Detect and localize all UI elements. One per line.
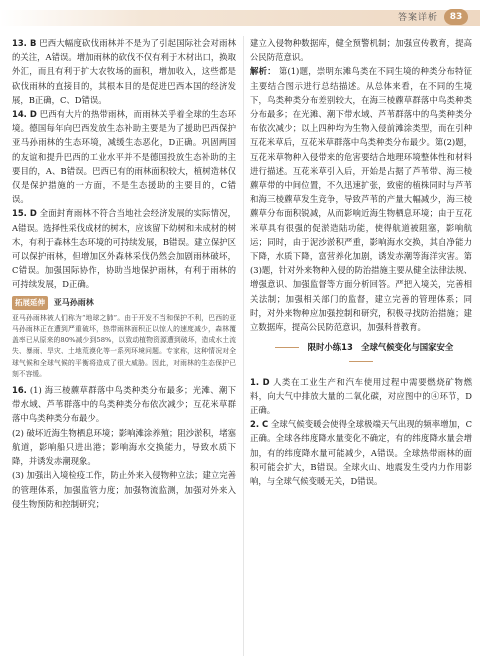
header-title: 答案详析 [397,13,438,23]
answer-13-text: 巴西大幅度砍伐雨林并不是为了引起国际社会对雨林的关注，A错误。增加雨林的砍伐不仅有利于木材出口，换取外汇，而且有利于扩大农牧场的面积，增加收入，这些都是砍伐雨林的直接目的，其根本目的是促进巴西本国的经济发展，B正确，C、D错误。 [12,38,236,105]
answer-13 [12,36,236,107]
analysis-text: 第(1)题，崇明东滩鸟类在不同生境的种类分布特征主要结合图示进行总结描述。从总体来看，在不同的生境下，鸟类种类分布差别较大，在海三棱藨草群落中鸟类种类分布最多；在光滩、潮下带水域、芦苇群落中的鸟类种类分布依次减少；以上四种均为生物入侵前滩涂类型，而在引种互花米草后，互花米草群落中鸟类种类分布最少。第(2)题，互花米草物种入侵带来的危害要结合地理环境整体性和材料进行描述。互花米草引入后，开始是占据了芦苇带、海三棱藨草带的中间位置，不久迅速扩张，致密的植株同时与芦苇和海三棱藨草发生竞争，导致芦苇的产量大幅减少，海三棱藨草分布面积锐减，从而影响近海生物栖息环境；由于互花米草具有很强的促淤造陆功能，使得航道被阻塞，影响航运；同时，由于泥沙淤积严重，影响海水交换，其自净能力下降，水质下降，富营养化加剧，诱发赤潮等海洋灾害。第(3)题，针对外来物种入侵的防治措施主要从健全法律法规、增强意识、加强监督等方面分析回答。严把入境关，完善相关法制；加强相关部门的监督，建立完善的管理体系；同时，对外来物种应加强控制和研究，积极寻找防治措施；建立数据库，提高公民防范意识，加强科普教育。 [250,66,472,333]
answer-2 [250,417,472,488]
extension-text: 亚马孙雨林被人们称为“地球之肺”。由于开发不当和保护不利，巴西的亚马孙雨林正在遭到严重破坏，热带雨林面积正以惊人的速度减少，森林覆盖率已从原来的80%减少到58%，以致动植物资源遭到破坏，造成水土流失、暴雨、旱灾、土地荒漠化等一系列环境问题。专家称，这种情况对全球气候和全球气候的平衡将造成了很大威胁。因此，对雨林的生态保护已刻不容缓。 [12,313,236,378]
right-column [250,36,472,488]
answer-13-number: 13. B [12,38,37,48]
answer-14-number: 14. D [12,109,37,120]
answer-16-part1 [12,383,236,426]
answer-16-number: 16. [12,385,27,396]
answer-14-text: 巴西有大片的热带雨林，而雨林关乎着全球的生态环境。德国每年向巴西发放生态补助主要是为了援助巴西保护亚马孙雨林的生态环境，减缓生态恶化，D正确。巩固两国的友谊和提升巴西的工业水平并不是德国投放生态补助的主要目的，A、B错误。巴西已有的雨林面积较大，植树造林仅仅是保护措施的一方面，不是生态援助的主要目的，C错误。 [12,109,236,205]
answer-1 [250,375,472,418]
section-heading [250,340,472,368]
answer-16-part3: (3) 加强出入境检疫工作，防止外来入侵物种立法；建立完善的管理体系，加强监管力度；加强物流监测，加强对外来入侵生物预防和控制研究； [12,470,236,509]
page-header [0,0,480,30]
column-divider [243,36,244,656]
extension-badge: 拓展延伸 [12,296,48,310]
extension-title: 亚马孙雨林 [53,297,94,307]
analysis-paragraph [250,64,472,334]
analysis-label: 解析： [250,66,276,77]
answer-16-part2: (2) 破坏近海生物栖息环境；影响滩涂养殖；阻沙淤积，堵塞航道，影响船只进出港；影响海水交换能力，导致水质下降，并诱发赤潮现象。 [12,427,236,467]
left-column [12,36,236,511]
answer-2-number: 2. C [250,419,269,430]
answer-1-number: 1. D [250,376,270,387]
answer-15-text: 全面封育雨林不符合当地社会经济发展的实际情况，A错误。选择性采伐成材的树木，应该留下幼树和未成材的树木，有利于森林生态环境的可持续发展，B错误。建立保护区可以保护雨林，但增加区外森林采伐仍然会加剧雨林破坏，C错误。加强国际协作，协助当地保护雨林，有利于雨林的可持续发展，D正确。 [12,208,236,290]
answer-14 [12,107,236,206]
answer-15-number: 15. D [12,208,37,219]
page-number: 83 [444,9,468,25]
answer-1-text: 人类在工业生产和汽车使用过程中需要燃烧矿物燃料，向大气中排放大量的二氧化碳，对应图中的④环节，D正确。 [250,376,472,416]
section-title: 限时小练13 全球气候变化与国家安全 [307,342,454,353]
answer-2-text: 全球气候变暖会使得全球极端天气出现的频率增加，C正确。全球各纬度降水量变化不确定，有的纬度降水量会增加，有的纬度降水量可能减少，A错误。全球热带雨林的面积可能会扩大，B错误。全球火山、地震发生受内力作用影响，与全球气候变暖无关，D错误。 [250,419,472,487]
extension-heading [12,296,236,310]
answer-16-text1: (1) 海三棱藨草群落中鸟类种类分布最多；光滩、潮下带水域、芦苇群落中的鸟类种类分布依次减少；互花米草群落中鸟类种类分布最少。 [12,385,236,424]
section-rule-left [275,347,299,348]
answer-16-continued: 建立入侵物种数据库，健全预警机制；加强宣传教育，提高公民防范意识。 [250,38,472,63]
section-rule-right [349,361,373,362]
answer-15 [12,206,236,291]
